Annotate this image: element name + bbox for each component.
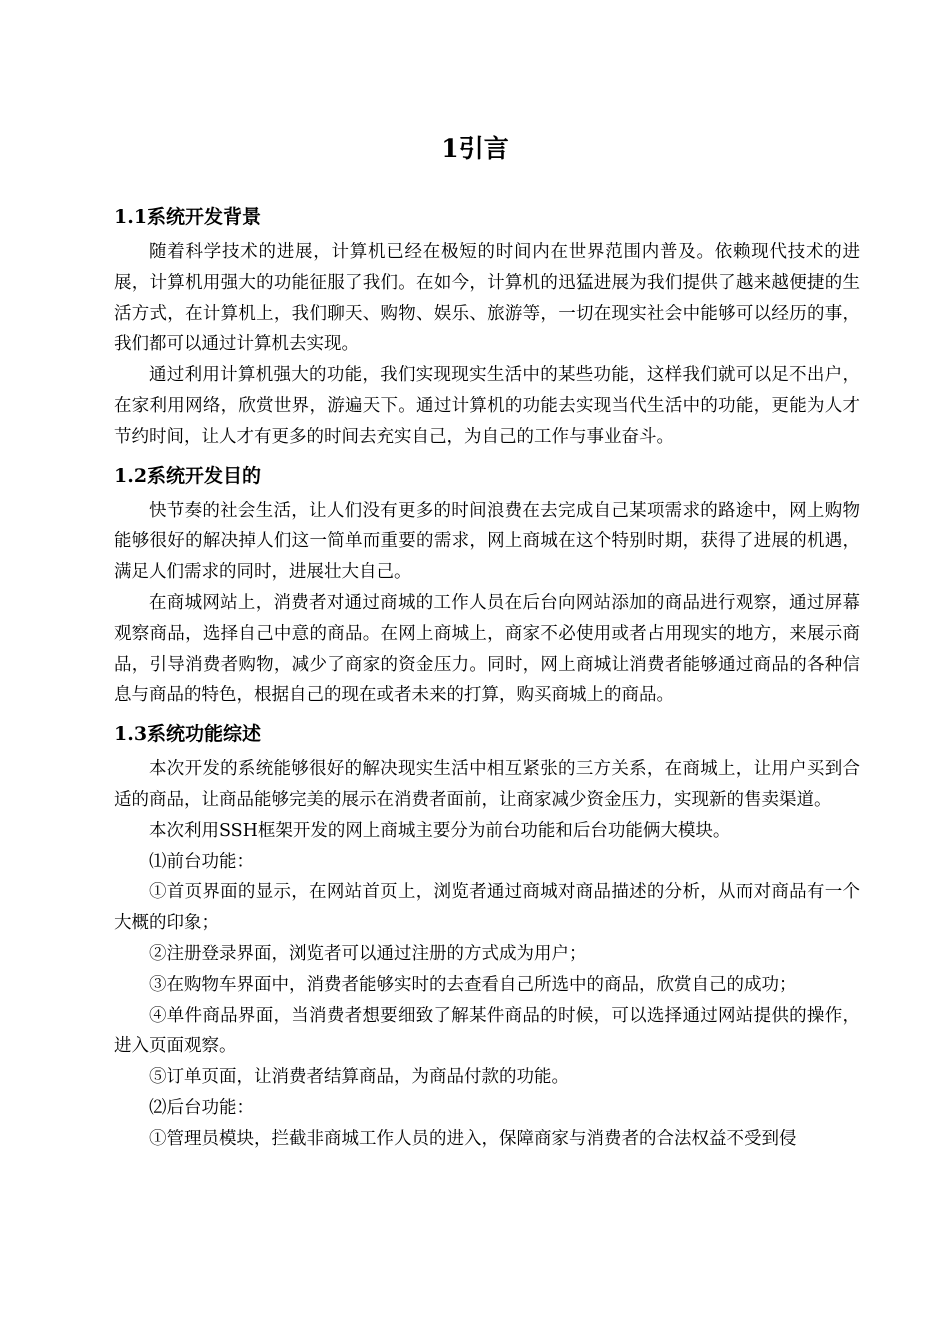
section-development-background [114,198,860,453]
section-heading: 1.3系统功能综述 [114,723,262,746]
list-item: ⑤订单页面，让消费者结算商品，为商品付款的功能。 [149,1067,569,1088]
section-function-overview [114,715,860,1154]
section-development-purpose [114,457,860,712]
list-item: ①管理员模块，拦截非商城工作人员的进入，保障商家与消费者的合法权益不受到侵 [149,1128,797,1149]
paragraph: 随着科学技术的进展，计算机已经在极短的时间内在世界范围内普及。依赖现代技术的进展，计算机用强大的功能征服了我们。在如今，计算机的迅猛进展为我们提供了越来越便捷的生活方式，在计算机上，我们聊天、购物、娱乐、旅游等，一切在现实社会中能够可以经历的事，我们都可以通过计算机去实现。 [114,242,860,355]
paragraph: 本次开发的系统能够很好的解决现实生活中相互紧张的三方关系，在商城上，让用户买到合适的商品，让商品能够完美的展示在消费者面前，让商家减少资金压力，实现新的售卖渠道。 [114,759,860,810]
paragraph: 在商城网站上，消费者对通过商城的工作人员在后台向网站添加的商品进行观察，通过屏幕观察商品，选择自己中意的商品。在网上商城上，商家不必使用或者占用现实的地方，来展示商品，引导消费者购物，减少了商家的资金压力。同时，网上商城让消费者能够通过商品的各种信息与商品的特色，根据自己的现在或者未来的打算，购买商城上的商品。 [114,592,860,706]
paragraph: 通过利用计算机强大的功能，我们实现现实生活中的某些功能，这样我们就可以足不出户，在家利用网络，欣赏世界，游遍天下。通过计算机的功能去实现当代生活中的功能，更能为人才节约时间，让人才有更多的时间去充实自己，为自己的工作与事业奋斗。 [114,365,860,447]
list-item: ③在购物车界面中，消费者能够实时的去查看自己所选中的商品，欣赏自己的成功； [149,974,797,995]
chapter-title: 1引言 [441,134,509,163]
document-body [114,198,860,1155]
list-item: ④单件商品界面，当消费者想要细致了解某件商品的时候，可以选择通过网站提供的操作，进入页面观察。 [114,1005,860,1057]
list-heading-frontend: ⑴前台功能： [149,851,254,872]
list-heading-backend: ⑵后台功能： [149,1097,254,1118]
paragraph: 快节奏的社会生活，让人们没有更多的时间浪费在去完成自己某项需求的路途中，网上购物能够很好的解决掉人们这一简单而重要的需求，网上商城在这个特别时期，获得了进展的机遇，满足人们需求的同时，进展壮大自己。 [114,500,860,583]
paragraph: 本次利用SSH框架开发的网上商城主要分为前台功能和后台功能俩大模块。 [149,820,731,841]
list-item: ①首页界面的显示，在网站首页上，浏览者通过商城对商品描述的分析，从而对商品有一个大概的印象； [114,882,860,934]
section-heading: 1.1系统开发背景 [114,206,262,228]
section-heading: 1.2系统开发目的 [114,464,262,487]
list-item: ②注册登录界面，浏览者可以通过注册的方式成为用户； [149,943,587,964]
